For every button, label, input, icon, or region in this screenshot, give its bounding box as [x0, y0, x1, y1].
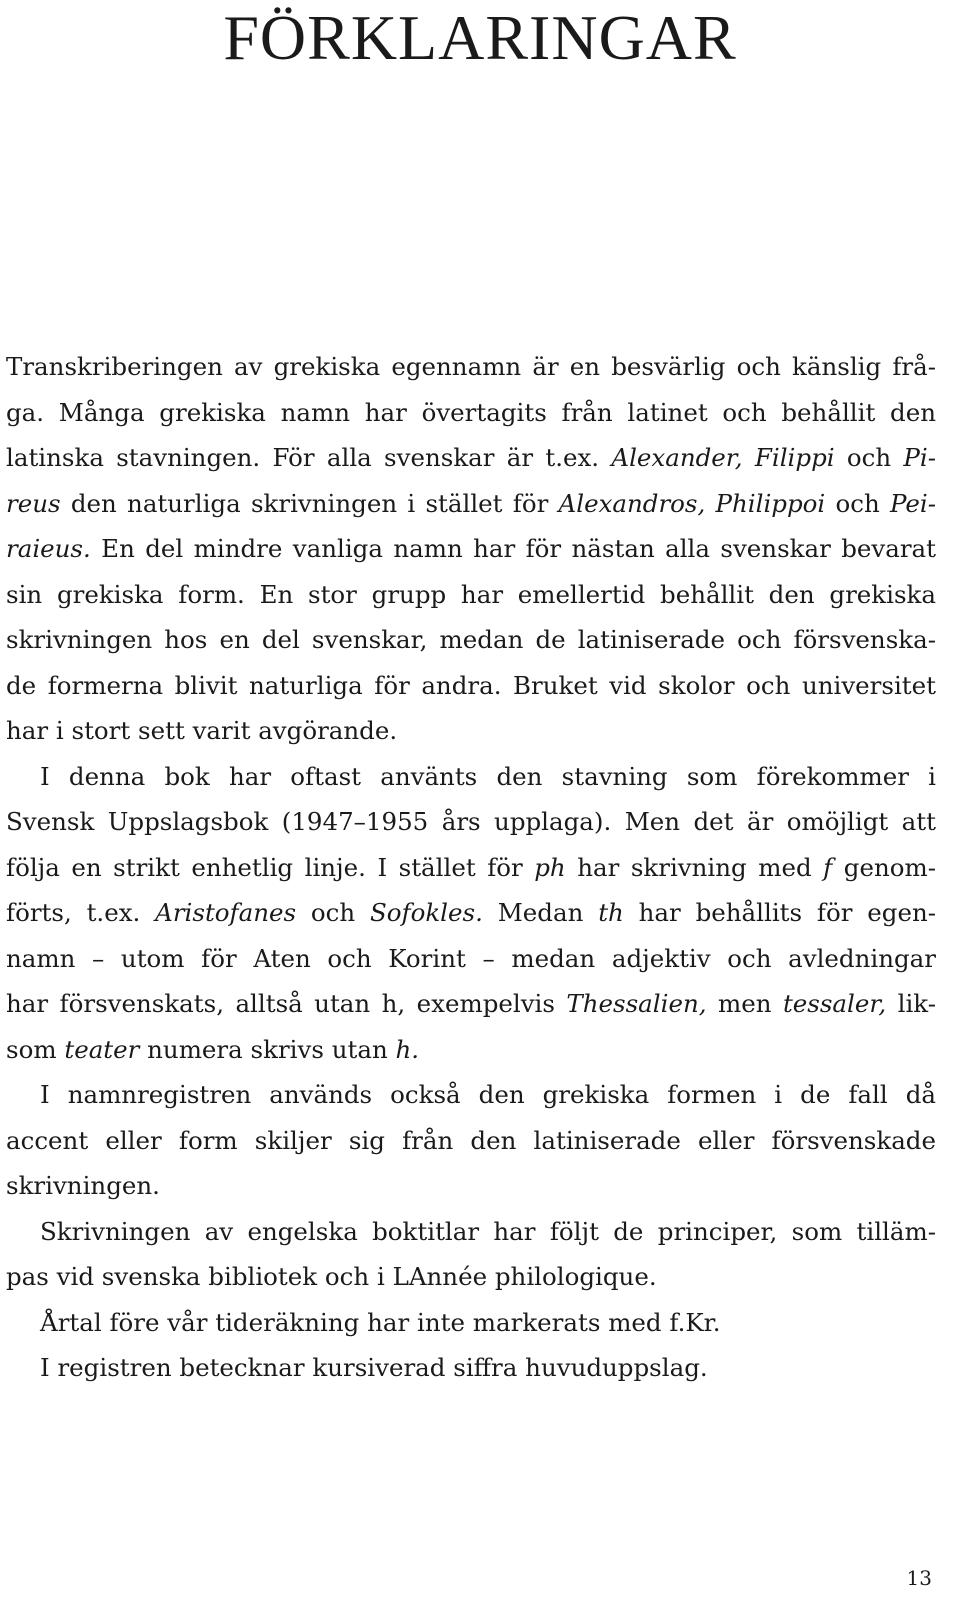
- text-line: [6, 663, 936, 709]
- text-line: [6, 617, 936, 663]
- text-span: pas vid svenska bibliotek och i LAnnée philologique.: [6, 1262, 657, 1291]
- text-span: har i stort sett varit avgörande.: [6, 716, 398, 745]
- text-line: [6, 799, 936, 845]
- text-line: [6, 344, 936, 390]
- italic-text-span: th: [598, 898, 624, 927]
- italic-text-span: raieus.: [6, 534, 91, 563]
- text-span: En del mindre vanliga namn har för nästan alla svenskar bevarat: [90, 534, 936, 563]
- italic-text-span: reus: [6, 488, 61, 518]
- text-span: I namnregistren används också den grekiska formen i de fall då: [40, 1080, 936, 1109]
- body-text: [6, 344, 936, 1391]
- italic-text-span: teater: [64, 1034, 140, 1064]
- text-span: de formerna blivit naturliga för andra. Bruket vid skolor och universitet: [6, 670, 936, 700]
- text-line: [6, 845, 936, 891]
- text-span: Transkriberingen av grekiska egennamn är en besvärlig och känslig frå-: [6, 352, 936, 381]
- text-span: och: [825, 488, 891, 518]
- text-span: skrivningen hos en del svenskar, medan de latiniserade och försvenska-: [6, 625, 936, 654]
- text-line: [6, 481, 936, 527]
- text-span: och: [834, 443, 904, 472]
- text-line: [6, 1345, 936, 1391]
- text-span: latinska stavningen. För alla svenskar är t.ex.: [6, 443, 612, 472]
- text-line: [6, 1118, 936, 1164]
- text-span: numera skrivs utan: [139, 1034, 396, 1064]
- text-span: sin grekiska form. En stor grupp har emellertid behållit den grekiska: [6, 579, 936, 609]
- text-span: och: [296, 898, 370, 927]
- text-span: accent eller form skiljer sig från den latiniserade eller försvenskade: [6, 1125, 936, 1155]
- text-span: Svensk Uppslagsbok (1947–1955 års upplaga). Men det är omöjligt att: [6, 807, 936, 836]
- italic-text-span: Pei-: [890, 488, 937, 518]
- text-line: [6, 390, 936, 436]
- text-line: [6, 1163, 936, 1209]
- text-line: [6, 936, 936, 982]
- text-line: [6, 1072, 936, 1118]
- text-span: Medan: [482, 898, 599, 927]
- text-span: följa en strikt enhetlig linje. I stället för: [6, 852, 535, 882]
- page-number: 13: [906, 1566, 932, 1590]
- italic-text-span: Sofokles.: [369, 898, 483, 927]
- text-span: I registren betecknar kursiverad siffra huvuduppslag.: [40, 1353, 708, 1382]
- italic-text-span: f: [823, 852, 833, 882]
- text-span: lik-: [886, 989, 936, 1018]
- text-span: som: [6, 1034, 65, 1064]
- italic-text-span: Pi-: [903, 443, 937, 472]
- italic-text-span: tessaler,: [782, 989, 887, 1018]
- italic-text-span: ph: [534, 852, 566, 882]
- italic-text-span: Thessalien,: [566, 989, 707, 1018]
- text-span: men: [706, 989, 783, 1018]
- text-span: skrivningen.: [6, 1171, 160, 1200]
- text-span: Skrivningen av engelska boktitlar har följt de principer, som tilläm-: [40, 1216, 936, 1246]
- text-span: I denna bok har oftast använts den stavning som förekommer i: [40, 761, 936, 791]
- text-span: genom-: [832, 852, 936, 882]
- page-title: FÖRKLARINGAR: [223, 2, 737, 73]
- text-line: [6, 572, 936, 618]
- text-span: har försvenskats, alltså utan h, exempelvis: [6, 989, 567, 1018]
- text-line: [6, 526, 936, 572]
- italic-text-span: h.: [395, 1034, 420, 1064]
- italic-text-span: Aristofanes: [155, 898, 297, 927]
- text-span: namn – utom för Aten och Korint – medan adjektiv och avledningar: [6, 943, 936, 973]
- text-span: den naturliga skrivningen i stället för: [60, 488, 559, 518]
- italic-text-span: Alexander, Filippi: [611, 443, 835, 472]
- text-line: [6, 1300, 936, 1346]
- text-line: [6, 890, 936, 936]
- text-line: [6, 981, 936, 1027]
- italic-text-span: Alexandros, Philippoi: [558, 488, 826, 518]
- text-span: förts, t.ex.: [6, 898, 156, 927]
- text-line: [6, 708, 936, 754]
- text-span: Årtal före vår tideräkning har inte markerats med f.Kr.: [40, 1307, 721, 1337]
- text-line: [6, 1027, 936, 1073]
- text-line: [6, 1209, 936, 1255]
- text-span: har skrivning med: [565, 852, 824, 882]
- text-line: [6, 754, 936, 800]
- text-span: ga. Många grekiska namn har övertagits från latinet och behållit den: [6, 397, 936, 427]
- text-line: [6, 435, 936, 481]
- text-line: [6, 1254, 936, 1300]
- text-span: har behållits för egen-: [623, 898, 936, 927]
